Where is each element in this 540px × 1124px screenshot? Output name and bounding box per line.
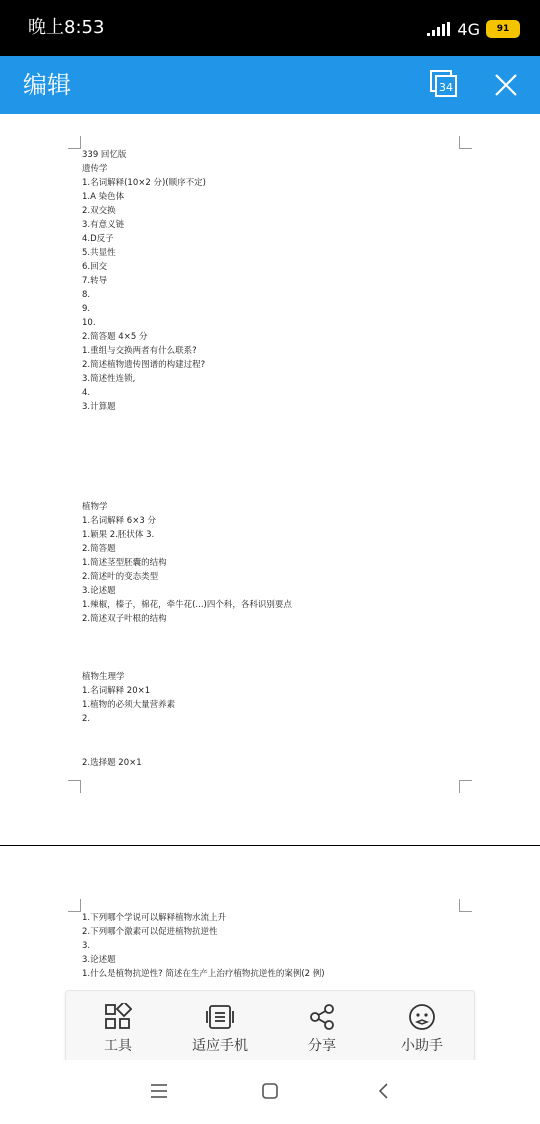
doc-line: 8. [82, 290, 91, 300]
doc-line: 10. [82, 318, 96, 328]
doc-line: 5.共显性 [82, 248, 116, 258]
page-corner-mark [68, 899, 81, 912]
menu-icon[interactable] [150, 1083, 168, 1099]
doc-line: 4.D反子 [82, 234, 114, 244]
doc-line: 2. [82, 714, 91, 724]
page-corner-mark [459, 780, 472, 793]
document-page [0, 114, 540, 844]
fit-phone-button[interactable] [170, 991, 270, 1061]
doc-line: 2.简答题 [82, 544, 116, 554]
document-viewer[interactable] [0, 114, 540, 1059]
doc-line: 1.植物的必须大量营养素 [82, 700, 176, 710]
app-bar [0, 56, 540, 114]
network-type: 4G [457, 19, 480, 39]
doc-line: 3.论述题 [82, 955, 116, 965]
doc-line: 植物学 [82, 502, 108, 512]
page-corner-mark [459, 136, 472, 149]
doc-line: 2.简述双子叶根的结构 [82, 614, 167, 624]
status-time: 晚上8:53 [28, 17, 105, 38]
share-label: 分享 [308, 1038, 336, 1054]
doc-line: 2.选择题 20×1 [82, 758, 142, 768]
doc-line: 1.名词解释 6×3 分 [82, 516, 156, 526]
doc-line: 9. [82, 304, 91, 314]
doc-line: 7.转导 [82, 276, 108, 286]
doc-line: 3. [82, 941, 91, 951]
page-corner-mark [68, 136, 81, 149]
bottom-toolbar [65, 990, 475, 1062]
doc-line: 1.颖果 2.胚状体 3. [82, 530, 155, 540]
doc-line: 2.简述叶的变态类型 [82, 572, 159, 582]
fit-phone-icon [206, 1003, 234, 1031]
fit-phone-label: 适应手机 [192, 1038, 248, 1054]
doc-line: 1.什么是植物抗逆性? 简述在生产上治疗植物抗逆性的案例(2 例) [82, 969, 325, 979]
doc-line: 339 回忆版 [82, 150, 127, 160]
system-nav-bar [0, 1060, 540, 1124]
doc-line: 3.有意义链 [82, 220, 125, 230]
doc-line: 1.辣椒，榛子，棉花，牵牛花(...)四个科，各科识别要点 [82, 600, 292, 610]
assistant-button[interactable] [372, 991, 472, 1061]
page-count-button[interactable] [430, 70, 458, 98]
status-bar [0, 0, 540, 56]
doc-line: 3.论述题 [82, 586, 116, 596]
status-indicators [427, 18, 520, 40]
home-icon[interactable] [261, 1082, 279, 1100]
page-title: 编辑 [23, 71, 71, 99]
doc-line: 1.重组与交换两者有什么联系? [82, 346, 197, 356]
page-count: 34 [439, 81, 453, 94]
battery-level: 91 [496, 24, 510, 34]
battery-icon [486, 20, 520, 38]
page-corner-mark [459, 899, 472, 912]
tools-button[interactable] [68, 991, 168, 1061]
signal-icon [427, 22, 451, 36]
back-icon[interactable] [376, 1082, 390, 1100]
tools-grid-icon [104, 1003, 132, 1031]
doc-line: 2.下列哪个激素可以促进植物抗逆性 [82, 927, 218, 937]
tools-label: 工具 [104, 1038, 132, 1054]
doc-line: 2.简述植物遗传图谱的构建过程? [82, 360, 206, 370]
doc-line: 4. [82, 388, 91, 398]
close-icon [494, 73, 518, 97]
share-button[interactable] [272, 991, 372, 1061]
doc-line: 1.简述茎型胚囊的结构 [82, 558, 167, 568]
doc-line: 1.下列哪个学说可以解释植物水流上升 [82, 913, 227, 923]
doc-line: 3.计算题 [82, 402, 116, 412]
assistant-icon [408, 1003, 436, 1031]
page-corner-mark [68, 780, 81, 793]
doc-line: 遗传学 [82, 164, 108, 174]
doc-line: 2.简答题 4×5 分 [82, 332, 148, 342]
doc-line: 1.名词解释 20×1 [82, 686, 151, 696]
doc-line: 2.双交换 [82, 206, 116, 216]
doc-line: 1.名词解释(10×2 分)(顺序不定) [82, 178, 206, 188]
doc-line: 6.回交 [82, 262, 108, 272]
pages-icon [430, 70, 458, 98]
doc-line: 1.A 染色体 [82, 192, 125, 202]
close-button[interactable] [494, 73, 518, 97]
assistant-label: 小助手 [401, 1038, 443, 1054]
share-icon [308, 1003, 336, 1031]
doc-line: 3.简述性连锁, [82, 374, 136, 384]
doc-line: 植物生理学 [82, 672, 125, 682]
page-divider [0, 845, 540, 846]
